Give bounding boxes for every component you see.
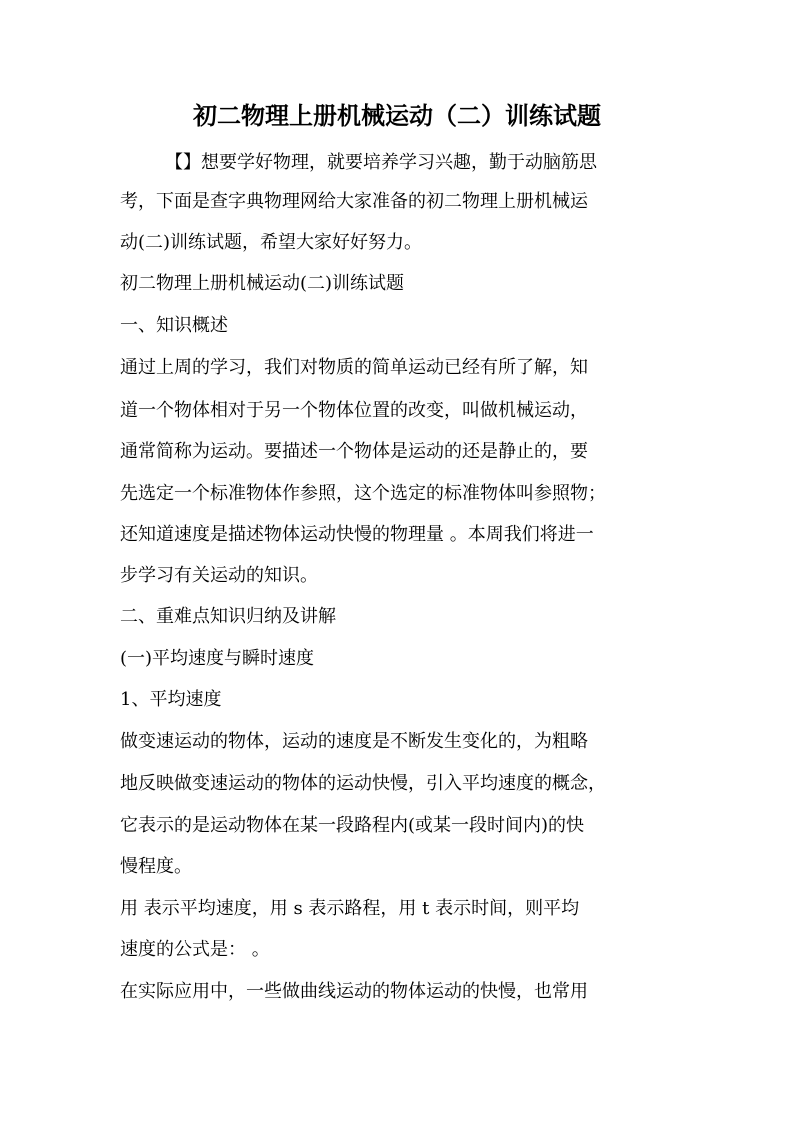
- paragraph-line: 考，下面是查字典物理网给大家准备的初二物理上册机械运: [120, 191, 588, 212]
- document-title: 初二物理上册机械运动（二）训练试题: [193, 101, 601, 130]
- paragraph-line: 通常简称为运动。要描述一个物体是运动的还是静止的，要: [120, 441, 588, 462]
- paragraph-line: 【】想要学好物理，就要培养学习兴趣，勤于动脑筋思: [165, 152, 597, 173]
- paragraph-line: 它表示的是运动物体在某一段路程内(或某一段时间内)的快: [120, 815, 585, 836]
- paragraph-line: 步学习有关运动的知识。: [120, 565, 318, 586]
- section-heading: 一、知识概述: [120, 315, 228, 336]
- paragraph-line: 用 表示平均速度，用 s 表示路程，用 t 表示时间，则平均: [120, 898, 580, 919]
- section-heading: 二、重难点知识归纳及讲解: [120, 606, 336, 627]
- paragraph-line: 做变速运动的物体，运动的速度是不断发生变化的，为粗略: [120, 731, 588, 752]
- paragraph-line: 还知道速度是描述物体运动快慢的物理量 。本周我们将进一: [120, 524, 594, 545]
- subsection-heading: 1、平均速度: [120, 689, 222, 710]
- paragraph-line: 动(二)训练试题，希望大家好好努力。: [120, 232, 423, 253]
- paragraph-line: 地反映做变速运动的物体的运动快慢，引入平均速度的概念，: [120, 773, 606, 794]
- paragraph-line: 在实际应用中，一些做曲线运动的物体运动的快慢，也常用: [120, 981, 588, 1002]
- paragraph-line: 速度的公式是： 。: [120, 939, 270, 960]
- paragraph-line: 道一个物体相对于另一个物体位置的改变，叫做机械运动，: [120, 400, 588, 421]
- paragraph-line: 慢程度。: [120, 856, 192, 877]
- subsection-heading: (一)平均速度与瞬时速度: [120, 648, 315, 669]
- paragraph-line: 通过上周的学习，我们对物质的简单运动已经有所了解，知: [120, 357, 588, 378]
- paragraph-line: 先选定一个标准物体作参照，这个选定的标准物体叫参照物；: [120, 483, 606, 504]
- paragraph-line: 初二物理上册机械运动(二)训练试题: [120, 273, 405, 294]
